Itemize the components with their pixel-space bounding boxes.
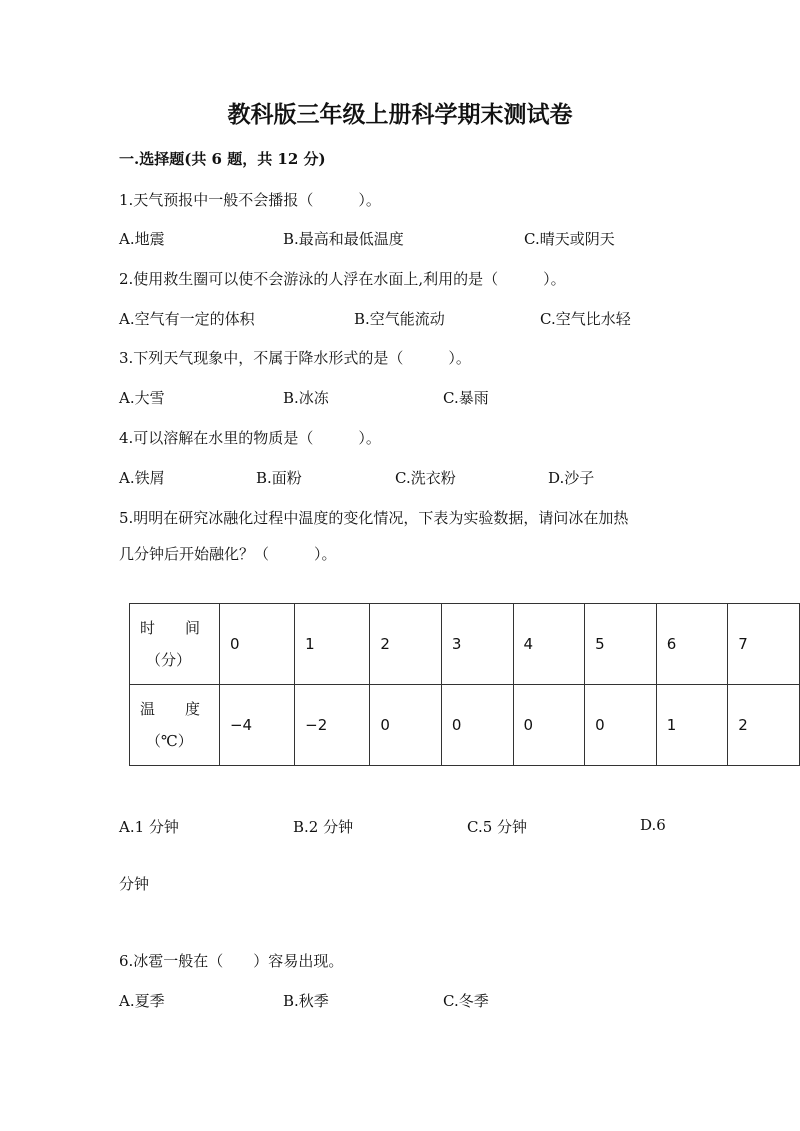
time-cell: 2 bbox=[370, 604, 442, 685]
question-5-option-a: A.1 分钟 bbox=[119, 818, 179, 836]
question-4-option-b: B.面粉 bbox=[256, 469, 302, 487]
temperature-cell: −4 bbox=[219, 685, 294, 766]
question-5-option-d: D.6 bbox=[640, 816, 666, 834]
question-5-stem-line-1: 5.明明在研究冰融化过程中温度的变化情况，下表为实验数据，请问冰在加热 bbox=[119, 509, 629, 527]
question-1-stem: 1.天气预报中一般不会播报（ ）。 bbox=[119, 191, 381, 209]
time-cell: 4 bbox=[513, 604, 585, 685]
time-cell: 1 bbox=[295, 604, 370, 685]
question-5-stem-line-2: 几分钟后开始融化？（ ）。 bbox=[119, 545, 337, 563]
question-2-option-b: B.空气能流动 bbox=[354, 310, 445, 328]
temperature-cell: 1 bbox=[656, 685, 728, 766]
question-6-option-a: A.夏季 bbox=[119, 992, 165, 1010]
time-cell: 0 bbox=[219, 604, 294, 685]
temperature-cell: 0 bbox=[513, 685, 585, 766]
question-4-option-a: A.铁屑 bbox=[119, 469, 165, 487]
temperature-table bbox=[129, 603, 800, 766]
time-header-label: 时 间 bbox=[140, 619, 201, 637]
question-4-option-c: C.洗衣粉 bbox=[395, 469, 456, 487]
temperature-header-cell bbox=[130, 685, 220, 766]
question-1-option-a: A.地震 bbox=[119, 230, 165, 248]
time-header-cell bbox=[130, 604, 220, 685]
page-title: 教科版三年级上册科学期末测试卷 bbox=[227, 101, 573, 128]
question-6-option-c: C.冬季 bbox=[443, 992, 489, 1010]
question-4-stem: 4.可以溶解在水里的物质是（ ）。 bbox=[119, 429, 381, 447]
table-row-temperature bbox=[130, 685, 800, 766]
question-4-option-d: D.沙子 bbox=[548, 469, 595, 487]
temperature-header-label: 温 度 bbox=[140, 700, 201, 718]
time-cell: 5 bbox=[585, 604, 657, 685]
temperature-cell: 0 bbox=[370, 685, 442, 766]
time-header-unit: （分） bbox=[146, 651, 192, 669]
question-6-option-b: B.秋季 bbox=[283, 992, 329, 1010]
question-2-option-c: C.空气比水轻 bbox=[540, 310, 631, 328]
question-3-option-a: A.大雪 bbox=[119, 389, 165, 407]
temperature-cell: 0 bbox=[441, 685, 513, 766]
question-6-stem: 6.冰雹一般在（ ）容易出现。 bbox=[119, 952, 344, 970]
table-row-time bbox=[130, 604, 800, 685]
time-cell: 7 bbox=[728, 604, 800, 685]
temperature-cell: 0 bbox=[585, 685, 657, 766]
question-3-option-c: C.暴雨 bbox=[443, 389, 489, 407]
temperature-cell: 2 bbox=[728, 685, 800, 766]
question-5-option-b: B.2 分钟 bbox=[293, 818, 354, 836]
question-1-option-b: B.最高和最低温度 bbox=[283, 230, 404, 248]
question-1-option-c: C.晴天或阴天 bbox=[524, 230, 615, 248]
time-cell: 3 bbox=[441, 604, 513, 685]
question-3-stem: 3.下列天气现象中，不属于降水形式的是（ ）。 bbox=[119, 349, 471, 367]
time-cell: 6 bbox=[656, 604, 728, 685]
question-3-option-b: B.冰冻 bbox=[283, 389, 329, 407]
temperature-cell: −2 bbox=[295, 685, 370, 766]
question-5-option-d-wrap: 分钟 bbox=[119, 875, 150, 893]
question-2-option-a: A.空气有一定的体积 bbox=[119, 310, 255, 328]
section-heading: 一.选择题(共 6 题，共 12 分) bbox=[119, 150, 326, 168]
temperature-header-unit: （℃） bbox=[146, 732, 193, 750]
question-2-stem: 2.使用救生圈可以使不会游泳的人浮在水面上,利用的是（ ）。 bbox=[119, 270, 566, 288]
question-5-option-c: C.5 分钟 bbox=[467, 818, 528, 836]
